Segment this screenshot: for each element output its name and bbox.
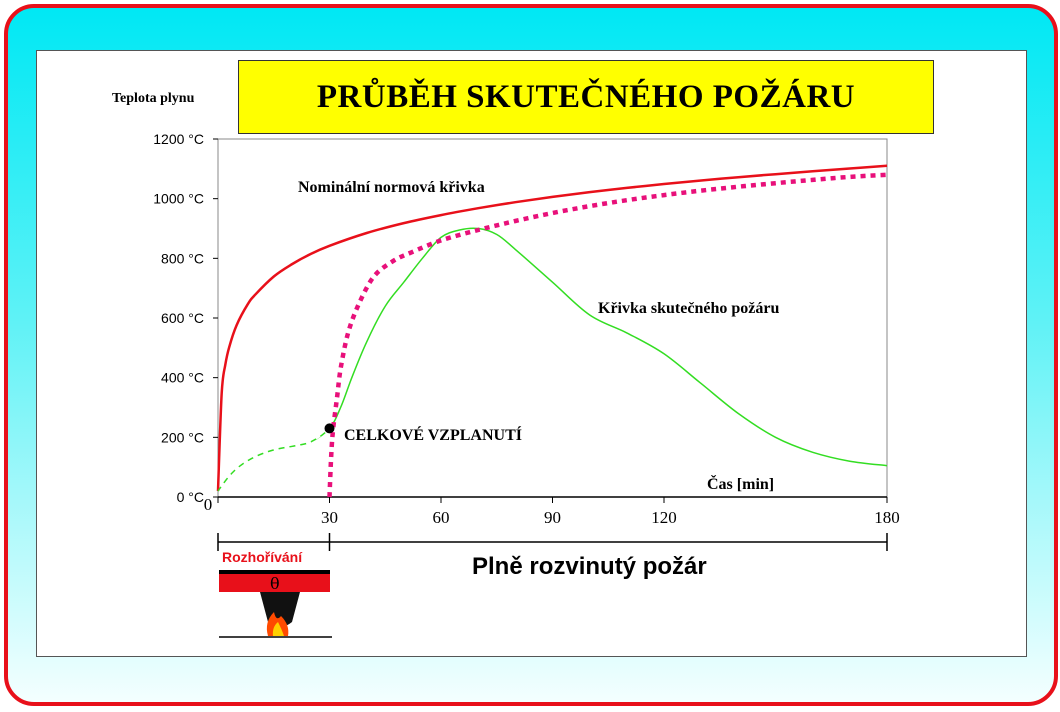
chart-labels: [298, 179, 779, 444]
phase-label-heating: Rozhořívání: [222, 549, 303, 565]
phase-bar: [218, 533, 887, 551]
x-tick-label: 60: [432, 508, 450, 527]
y-axis-title: Teplota plynu: [112, 91, 195, 106]
series-group: [218, 166, 887, 497]
series-line-1: [218, 228, 887, 491]
y-tick-label: 400 °C: [161, 369, 204, 386]
annotation-label: CELKOVÉ VZPLANUTÍ: [344, 427, 522, 444]
x-tick-label: 0: [203, 495, 213, 514]
page-title: PRŮBĚH SKUTEČNÉHO POŽÁRU: [238, 60, 934, 134]
y-tick-label: 1200 °C: [153, 131, 204, 147]
x-tick-label: 120: [651, 508, 677, 527]
series-dash-mask: [218, 428, 330, 491]
axes: [153, 131, 900, 527]
x-axis-title: Čas [min]: [707, 476, 775, 493]
x-tick-label: 90: [544, 508, 561, 527]
y-tick-label: 200 °C: [161, 429, 204, 446]
flashover-marker: [325, 423, 335, 433]
theta-symbol: θ: [270, 574, 280, 593]
y-tick-label: 0 °C: [176, 489, 204, 505]
phase-label-full-fire: Plně rozvinutý požár: [472, 553, 707, 580]
x-tick-label: 180: [874, 508, 900, 527]
y-tick-label: 800 °C: [161, 250, 204, 267]
x-tick-label: 30: [321, 508, 338, 527]
y-tick-label: 1000 °C: [153, 190, 204, 207]
annotation-label: Nominální normová křivka: [298, 179, 485, 196]
annotation-label: Křivka skutečného požáru: [598, 300, 780, 317]
y-tick-label: 600 °C: [161, 310, 204, 326]
